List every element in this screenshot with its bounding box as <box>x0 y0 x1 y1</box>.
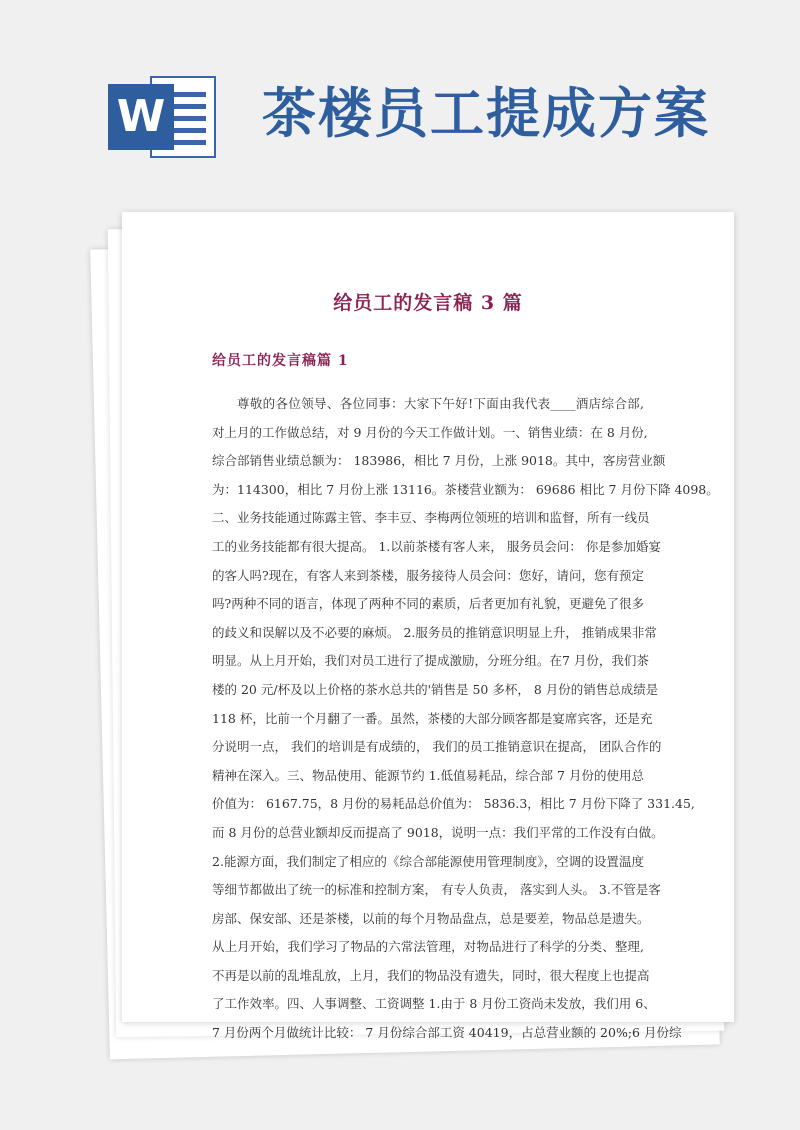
body-line: 工的业务技能都有很大提高。 1.以前茶楼有客人来， 服务员会问： 你是参加婚宴 <box>212 538 661 554</box>
body-line: 从上月开始，我们学习了物品的六常法管理，对物品进行了科学的分类、整理, <box>212 939 644 955</box>
line-mark <box>170 92 206 97</box>
document-title: 给员工的发言稿 3 篇 <box>333 292 523 314</box>
body-line: 精神在深入。三、物品使用、能源节约 1.低值易耗品，综合部 7 月份的使用总 <box>212 767 644 783</box>
section-heading: 给员工的发言稿篇 1 <box>212 353 349 369</box>
body-line: 价值为： 6167.75，8 月份的易耗品总价值为： 5836.3，相比 7 月份下降了 331.45, <box>212 796 695 812</box>
line-mark <box>170 116 206 121</box>
body-line: 房部、保安部、还是茶楼，以前的每个月物品盘点，总是要差，物品总是遗失。 <box>212 910 650 926</box>
body-line: 118 杯，比前一个月翻了一番。虽然，茶楼的大部分顾客都是宴席宾客，还是充 <box>212 710 653 726</box>
body-line: 吗?两种不同的语言，体现了两种不同的素质，后者更加有礼貌，更避免了很多 <box>212 596 644 612</box>
line-mark <box>170 128 206 133</box>
line-mark <box>170 104 206 109</box>
document-page <box>122 212 734 1041</box>
document-body <box>212 390 719 1048</box>
body-line: 尊敬的各位领导、各位同事：大家下午好!下面由我代表____酒店综合部, <box>237 396 644 411</box>
word-document-icon <box>108 76 218 158</box>
body-line: 了工作效率。四、人事调整、工资调整 1.由于 8 月份工资尚未发放，我们用 6、 <box>212 996 656 1012</box>
body-line: 7 月份两个月做统计比较： 7 月份综合部工资 40419，占总营业额的 20%;6 月份综 <box>212 1025 682 1041</box>
body-line: 而 8 月份的总营业额却反而提高了 9018，说明一点：我们平常的工作没有白做。 <box>212 824 664 840</box>
body-line: 综合部销售业绩总额为： 183986，相比 7 月份，上涨 9018。其中，客房营业额 <box>212 453 666 469</box>
line-mark <box>170 140 206 145</box>
body-line: 二、业务技能通过陈露主管、李丰豆、李梅两位领班的培训和监督，所有一线员 <box>212 510 650 526</box>
body-line: 明显。从上月开始，我们对员工进行了提成激励，分班分组。在7 月份，我们茶 <box>212 653 649 669</box>
body-line: 楼的 20 元/杯及以上价格的茶水总共的'销售是 50 多杯， 8 月份的销售总成绩是 <box>212 681 659 697</box>
body-line: 等细节都做出了统一的标准和控制方案， 有专人负责， 落实到人头。 3.不管是客 <box>212 882 661 898</box>
body-line: 分说明一点， 我们的培训是有成绩的， 我们的员工推销意识在提高， 团队合作的 <box>212 739 662 755</box>
body-line: 的歧义和误解以及不必要的麻烦。 2.服务员的推销意识明显上升， 推销成果非常 <box>212 624 657 640</box>
body-line: 不再是以前的乱堆乱放，上月，我们的物品没有遗失，同时，很大程度上也提高 <box>212 967 650 983</box>
banner-title: 茶楼员工提成方案 <box>262 82 710 145</box>
header-banner <box>0 0 800 200</box>
body-line: 的客人吗?现在，有客人来到茶楼，服务接待人员会问：您好，请问，您有预定 <box>212 567 644 583</box>
word-letter-tile: W <box>108 84 174 150</box>
body-line: 2.能源方面，我们制定了相应的《综合部能源使用管理制度》，空调的设置温度 <box>212 853 644 869</box>
body-line: 为：114300，相比 7 月份上涨 13116。茶楼营业额为： 69686 相比 7 月份下降 4098。 <box>212 481 719 497</box>
body-line: 对上月的工作做总结，对 9 月份的今天工作做计划。一、销售业绩：在 8 月份, <box>212 424 648 440</box>
